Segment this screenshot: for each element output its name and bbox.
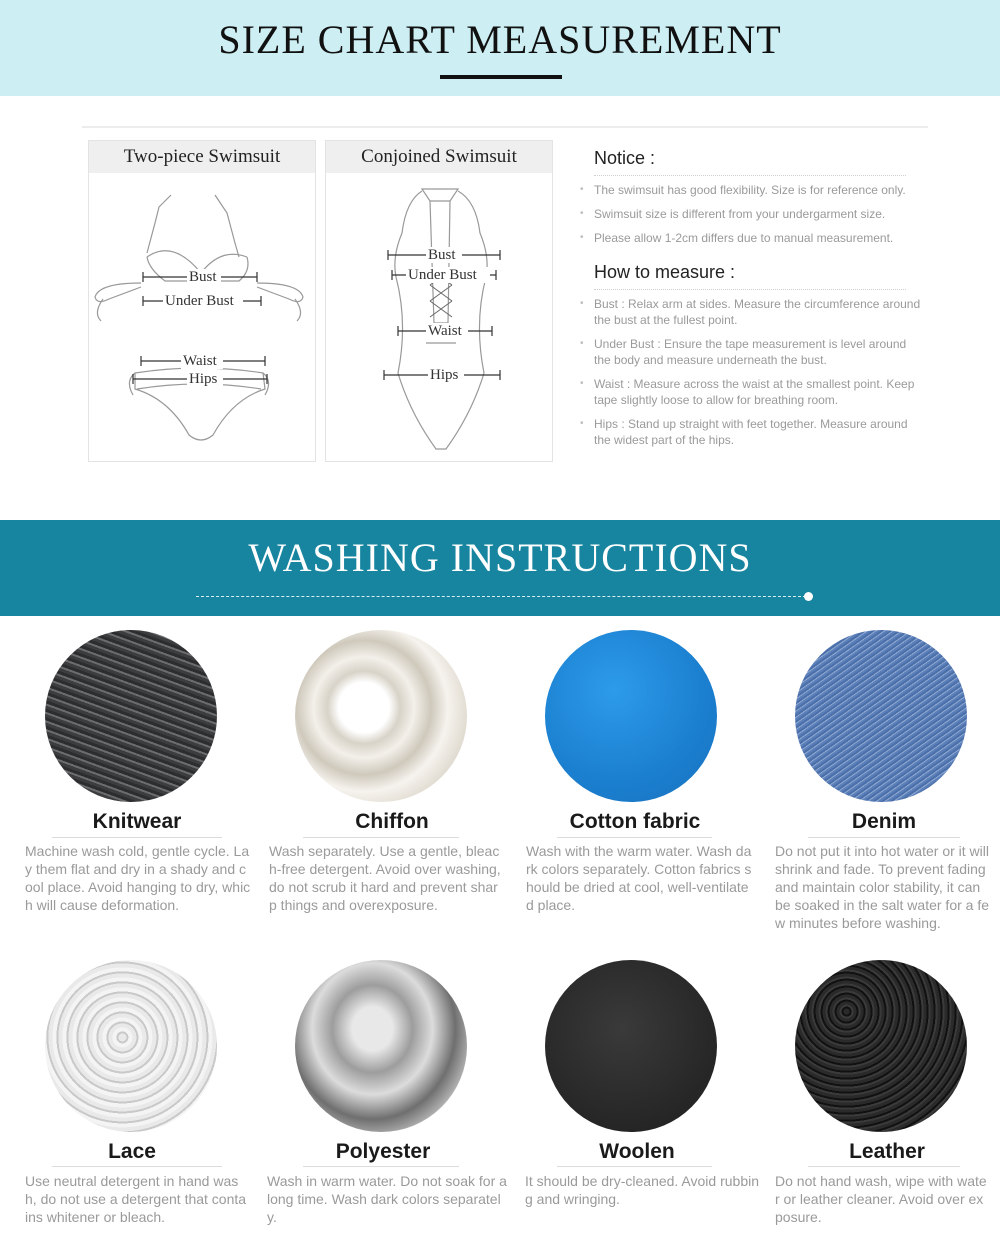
notice-block (580, 148, 925, 456)
fabric-name: Chiffon (355, 810, 429, 833)
fabric-name: Cotton fabric (569, 810, 701, 833)
bikini-hips-label: Hips (189, 371, 218, 387)
how-to-measure-heading: How to measure : (594, 262, 736, 282)
chiffon-swatch (295, 630, 467, 802)
one-piece-diagram (326, 173, 554, 461)
divider (82, 126, 928, 128)
fabric-name: Knitwear (92, 810, 182, 833)
polyester-swatch (295, 960, 467, 1132)
fabric-underline (808, 1166, 960, 1167)
bikini-bust-label: Bust (189, 269, 217, 285)
bikini-diagram (89, 173, 317, 461)
fabric-name: Polyester (335, 1140, 431, 1163)
woolen-swatch (545, 960, 717, 1132)
cotton-swatch (545, 630, 717, 802)
fabric-description: Do not hand wash, wipe with water or leather cleaner. Avoid over exposure. (775, 1173, 987, 1225)
lace-swatch (45, 960, 217, 1132)
fabric-underline (557, 837, 712, 838)
fabric-description: Wash separately. Use a gentle, bleach-free detergent. Avoid over washing, do not scrub it hard and prevent sharp things and overexposure. (269, 843, 501, 913)
fabric-description: Do not put it into hot water or it will shrink and fade. To prevent fading and maintain color stability, it can be soaked in the salt water for a few minutes before washing. (775, 843, 990, 931)
title-underline (440, 75, 562, 79)
notice-list (580, 182, 925, 246)
fabric-description: Wash with the warm water. Wash dark colors separately. Cotton fabrics should be dried at cool, well-ventilated place. (526, 843, 752, 913)
notice-item: • Please allow 1-2cm differs due to manual measurement. (580, 230, 925, 246)
how-to-divider (594, 289, 906, 290)
washing-title-dashes (196, 596, 806, 597)
fabric-description: Wash in warm water. Do not soak for a long time. Wash dark colors separately. (267, 1173, 507, 1225)
fabric-underline (52, 1166, 222, 1167)
fabric-underline (303, 837, 459, 838)
onepiece-under-bust-label: Under Bust (408, 267, 477, 283)
conjoined-title: Conjoined Swimsuit (326, 141, 552, 173)
onepiece-waist-label: Waist (428, 323, 462, 339)
leather-swatch (795, 960, 967, 1132)
bikini-under-bust-label: Under Bust (165, 293, 234, 309)
onepiece-bust-label: Bust (428, 247, 456, 263)
fabric-underline (808, 837, 960, 838)
notice-heading: Notice : (594, 148, 656, 168)
how-to-item: • Hips : Stand up straight with feet together. Measure around the widest part of the hips. (580, 416, 925, 448)
notice-item: • Swimsuit size is different from your undergarment size. (580, 206, 925, 222)
two-piece-panel (88, 140, 316, 462)
fabric-name: Woolen (599, 1140, 675, 1163)
bikini-waist-label: Waist (183, 353, 217, 369)
washing-title-dot (804, 592, 813, 601)
fabric-description: Machine wash cold, gentle cycle. Lay them flat and dry in a shady and cool place. Avoid hanging to dry, which will cause deformation. (25, 843, 251, 913)
two-piece-title: Two-piece Swimsuit (89, 141, 315, 173)
size-chart-header (0, 0, 1000, 96)
fabric-description: Use neutral detergent in hand wash, do not use a detergent that contains whitener or bleach. (25, 1173, 247, 1225)
how-to-list (580, 296, 925, 448)
how-to-item: • Bust : Relax arm at sides. Measure the circumference around the bust at the fullest point. (580, 296, 925, 328)
denim-swatch (795, 630, 967, 802)
fabric-description: It should be dry-cleaned. Avoid rubbing and wringing. (525, 1173, 760, 1207)
washing-title: WASHING INSTRUCTIONS (248, 535, 752, 580)
onepiece-hips-label: Hips (430, 367, 459, 383)
knitwear-swatch (45, 630, 217, 802)
washing-header (0, 520, 1000, 616)
notice-item: • The swimsuit has good flexibility. Size is for reference only. (580, 182, 925, 198)
fabric-name: Denim (851, 810, 917, 833)
fabric-name: Leather (849, 1140, 925, 1163)
conjoined-panel (325, 140, 553, 462)
fabric-underline (557, 1166, 712, 1167)
fabric-underline (303, 1166, 459, 1167)
fabric-name: Lace (108, 1140, 156, 1163)
how-to-item: • Waist : Measure across the waist at the smallest point. Keep tape slightly loose to allow for breathing room. (580, 376, 925, 408)
how-to-item: • Under Bust : Ensure the tape measurement is level around the body and measure underneath the bust. (580, 336, 925, 368)
size-chart-title: SIZE CHART MEASUREMENT (218, 17, 782, 62)
fabric-underline (52, 837, 222, 838)
notice-divider (594, 175, 906, 176)
